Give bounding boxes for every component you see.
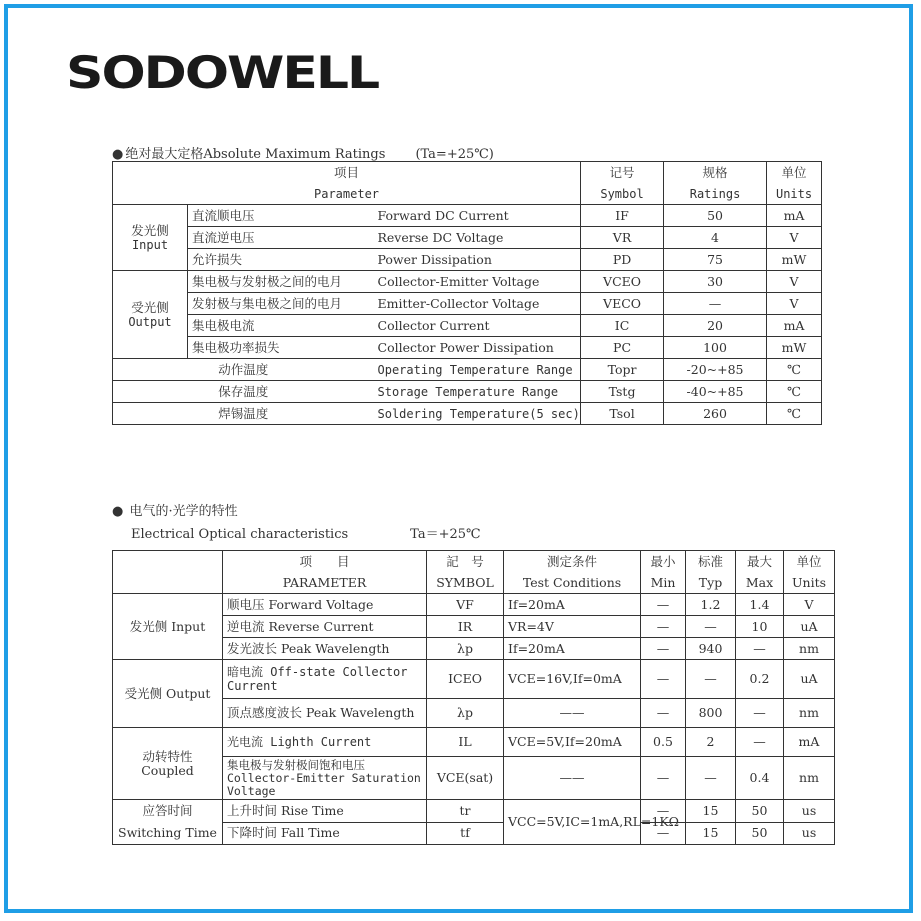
- param-en: Emitter-Collector Voltage: [374, 293, 581, 315]
- rating: -40~+85: [664, 381, 767, 403]
- unit: ℃: [767, 359, 822, 381]
- group-input-cn: 发光侧: [131, 222, 169, 238]
- table-header-row: [113, 162, 822, 184]
- table-row: [113, 227, 822, 249]
- unit: nm: [784, 757, 835, 800]
- rating: 20: [664, 315, 767, 337]
- header-max-en: Max: [736, 572, 784, 594]
- group-output-en: Output: [128, 314, 172, 329]
- min: —: [641, 638, 686, 660]
- group-switching-cn: 应答时间: [142, 803, 193, 818]
- condition: If=20mA: [504, 594, 641, 616]
- rating: 4: [664, 227, 767, 249]
- header-symbol-en: Symbol: [581, 183, 664, 205]
- symbol: λp: [427, 638, 504, 660]
- param-en: Soldering Temperature(5 sec): [374, 403, 581, 425]
- rating: 260: [664, 403, 767, 425]
- eoc-subtitle: [131, 523, 481, 542]
- symbol: IC: [581, 315, 664, 337]
- header-unit-cn: 单位: [767, 162, 822, 184]
- param: 上升时间 Rise Time: [223, 800, 427, 823]
- header-min-en: Min: [641, 572, 686, 594]
- eoc-ta: Ta＝+25℃: [410, 527, 481, 542]
- min: —: [641, 660, 686, 699]
- max: 10: [736, 616, 784, 638]
- min: —: [641, 594, 686, 616]
- param: 暗电流 Off-state Collector Current: [223, 660, 427, 699]
- min: —: [641, 616, 686, 638]
- typ: 800: [686, 699, 736, 728]
- header-item-cn: 项 目: [223, 551, 427, 573]
- typ: 15: [686, 822, 736, 845]
- amr-ta: (Ta=+25℃): [415, 147, 494, 162]
- group-output-cn: 受光侧: [131, 299, 169, 315]
- param-cn: 动作温度: [113, 359, 374, 381]
- table-row: [113, 359, 822, 381]
- param: 光电流 Lighth Current: [223, 728, 427, 757]
- unit: ℃: [767, 403, 822, 425]
- symbol: VCEO: [581, 271, 664, 293]
- symbol: λp: [427, 699, 504, 728]
- min: —: [641, 822, 686, 845]
- header-item-en: PARAMETER: [223, 572, 427, 594]
- unit: ℃: [767, 381, 822, 403]
- table-row: [113, 249, 822, 271]
- header-ratings-cn: 规格: [664, 162, 767, 184]
- param-cn: 发射极与集电极之间的电月: [188, 293, 374, 315]
- table-row: [113, 271, 822, 293]
- param-en: Collector Current: [374, 315, 581, 337]
- symbol: PC: [581, 337, 664, 359]
- group-switching: [113, 800, 223, 845]
- unit: nm: [784, 638, 835, 660]
- bullet-icon: ●: [112, 147, 124, 162]
- header-ratings-en: Ratings: [664, 183, 767, 205]
- condition: VCE=5V,If=20mA: [504, 728, 641, 757]
- table-row: [113, 728, 835, 757]
- param-cn: 集电极与发射极之间的电月: [188, 271, 374, 293]
- header-item-cn: 项目: [113, 162, 581, 184]
- param-cn: 允许损失: [188, 249, 374, 271]
- max: 0.2: [736, 660, 784, 699]
- typ: 15: [686, 800, 736, 823]
- rating: 30: [664, 271, 767, 293]
- param: 逆电流 Reverse Current: [223, 616, 427, 638]
- electrical-optical-table: [112, 550, 835, 845]
- rating: -20~+85: [664, 359, 767, 381]
- rating: 100: [664, 337, 767, 359]
- header-blank: [113, 551, 223, 594]
- header-cond-en: Test Conditions: [504, 572, 641, 594]
- unit: mA: [767, 205, 822, 227]
- symbol: Tstg: [581, 381, 664, 403]
- param: 顺电压 Forward Voltage: [223, 594, 427, 616]
- group-output: 受光侧 Output: [113, 660, 223, 728]
- unit: us: [784, 822, 835, 845]
- header-unit-cn: 单位: [784, 551, 835, 573]
- max: 0.4: [736, 757, 784, 800]
- bullet-icon: ●: [112, 504, 124, 519]
- symbol: VF: [427, 594, 504, 616]
- param-cn: 集电极功率损失: [188, 337, 374, 359]
- eoc-title-en: Electrical Optical characteristics: [131, 527, 349, 542]
- typ: —: [686, 660, 736, 699]
- group-switching-en: Switching Time: [118, 825, 217, 840]
- typ: 940: [686, 638, 736, 660]
- param: 集电极与发射极间饱和电压 Collector-Emitter Saturation Voltage: [223, 757, 427, 800]
- table-row: [113, 315, 822, 337]
- max: —: [736, 699, 784, 728]
- symbol: Topr: [581, 359, 664, 381]
- table-row: [113, 293, 822, 315]
- param-en: Operating Temperature Range: [374, 359, 581, 381]
- param-en: Collector-Emitter Voltage: [374, 271, 581, 293]
- typ: —: [686, 616, 736, 638]
- amr-title: 绝对最大定格Absolute Maximum Ratings: [125, 147, 386, 162]
- max: —: [736, 728, 784, 757]
- rating: 75: [664, 249, 767, 271]
- group-coupled-cn: 动转特性: [142, 748, 193, 764]
- table-row: [113, 381, 822, 403]
- unit: nm: [784, 699, 835, 728]
- param-en: Storage Temperature Range: [374, 381, 581, 403]
- table-row: [113, 403, 822, 425]
- group-coupled-en: Coupled: [141, 762, 194, 778]
- unit: mA: [784, 728, 835, 757]
- unit: uA: [784, 660, 835, 699]
- header-symbol-en: SYMBOL: [427, 572, 504, 594]
- min: 0.5: [641, 728, 686, 757]
- table-header-row: [113, 551, 835, 573]
- header-symbol-cn: 記 号: [427, 551, 504, 573]
- header-unit-en: Units: [784, 572, 835, 594]
- param-cn: 直流逆电压: [188, 227, 374, 249]
- max: —: [736, 638, 784, 660]
- table-row: [113, 205, 822, 227]
- unit: V: [784, 594, 835, 616]
- symbol: IL: [427, 728, 504, 757]
- header-typ-en: Typ: [686, 572, 736, 594]
- header-max-cn: 最大: [736, 551, 784, 573]
- param: 顶点感度波长 Peak Wavelength: [223, 699, 427, 728]
- absolute-max-ratings-table: [112, 161, 822, 425]
- param-cn: 集电极电流: [188, 315, 374, 337]
- brand-logo: SODOWELL: [66, 48, 379, 99]
- condition: VCC=5V,IC=1mA,RL=1KΩ: [504, 800, 641, 845]
- min: —: [641, 800, 686, 823]
- rating: —: [664, 293, 767, 315]
- param: 下降时间 Fall Time: [223, 822, 427, 845]
- max: 50: [736, 800, 784, 823]
- eoc-title-cn: 电气的·光学的特性: [129, 504, 238, 519]
- table-row: [113, 800, 835, 823]
- amr-section-title: [112, 143, 494, 162]
- max: 1.4: [736, 594, 784, 616]
- param-en: Forward DC Current: [374, 205, 581, 227]
- header-unit-en: Units: [767, 183, 822, 205]
- symbol: tf: [427, 822, 504, 845]
- group-input-en: Input: [131, 237, 169, 252]
- header-item-en: Parameter: [113, 183, 581, 205]
- unit: mW: [767, 249, 822, 271]
- param: 发光波长 Peak Wavelength: [223, 638, 427, 660]
- rating: 50: [664, 205, 767, 227]
- min: —: [641, 699, 686, 728]
- typ: 2: [686, 728, 736, 757]
- header-symbol-cn: 记号: [581, 162, 664, 184]
- param-en: Power Dissipation: [374, 249, 581, 271]
- param-cn: 焊锡温度: [113, 403, 374, 425]
- header-cond-cn: 测定条件: [504, 551, 641, 573]
- condition: If=20mA: [504, 638, 641, 660]
- param-en: Reverse DC Voltage: [374, 227, 581, 249]
- group-coupled: [113, 728, 223, 800]
- symbol: ICEO: [427, 660, 504, 699]
- group-input: 发光侧 Input: [113, 594, 223, 660]
- table-row: [113, 594, 835, 616]
- unit: V: [767, 271, 822, 293]
- group-output: [113, 271, 188, 359]
- header-typ-cn: 标准: [686, 551, 736, 573]
- table-row: [113, 660, 835, 699]
- symbol: VECO: [581, 293, 664, 315]
- symbol: PD: [581, 249, 664, 271]
- condition: VR=4V: [504, 616, 641, 638]
- param-cn: 直流顺电压: [188, 205, 374, 227]
- group-input: [113, 205, 188, 271]
- condition: ——: [504, 699, 641, 728]
- table-row: [113, 337, 822, 359]
- eoc-section-title: [112, 500, 238, 519]
- symbol: IF: [581, 205, 664, 227]
- typ: —: [686, 757, 736, 800]
- unit: us: [784, 800, 835, 823]
- symbol: VCE(sat): [427, 757, 504, 800]
- unit: V: [767, 227, 822, 249]
- unit: mA: [767, 315, 822, 337]
- symbol: Tsol: [581, 403, 664, 425]
- table-header-row: [113, 183, 822, 205]
- header-min-cn: 最小: [641, 551, 686, 573]
- unit: mW: [767, 337, 822, 359]
- symbol: tr: [427, 800, 504, 823]
- param-cn: 保存温度: [113, 381, 374, 403]
- typ: 1.2: [686, 594, 736, 616]
- param-en: Collector Power Dissipation: [374, 337, 581, 359]
- condition: VCE=16V,If=0mA: [504, 660, 641, 699]
- unit: V: [767, 293, 822, 315]
- symbol: VR: [581, 227, 664, 249]
- unit: uA: [784, 616, 835, 638]
- condition: ——: [504, 757, 641, 800]
- min: —: [641, 757, 686, 800]
- symbol: IR: [427, 616, 504, 638]
- max: 50: [736, 822, 784, 845]
